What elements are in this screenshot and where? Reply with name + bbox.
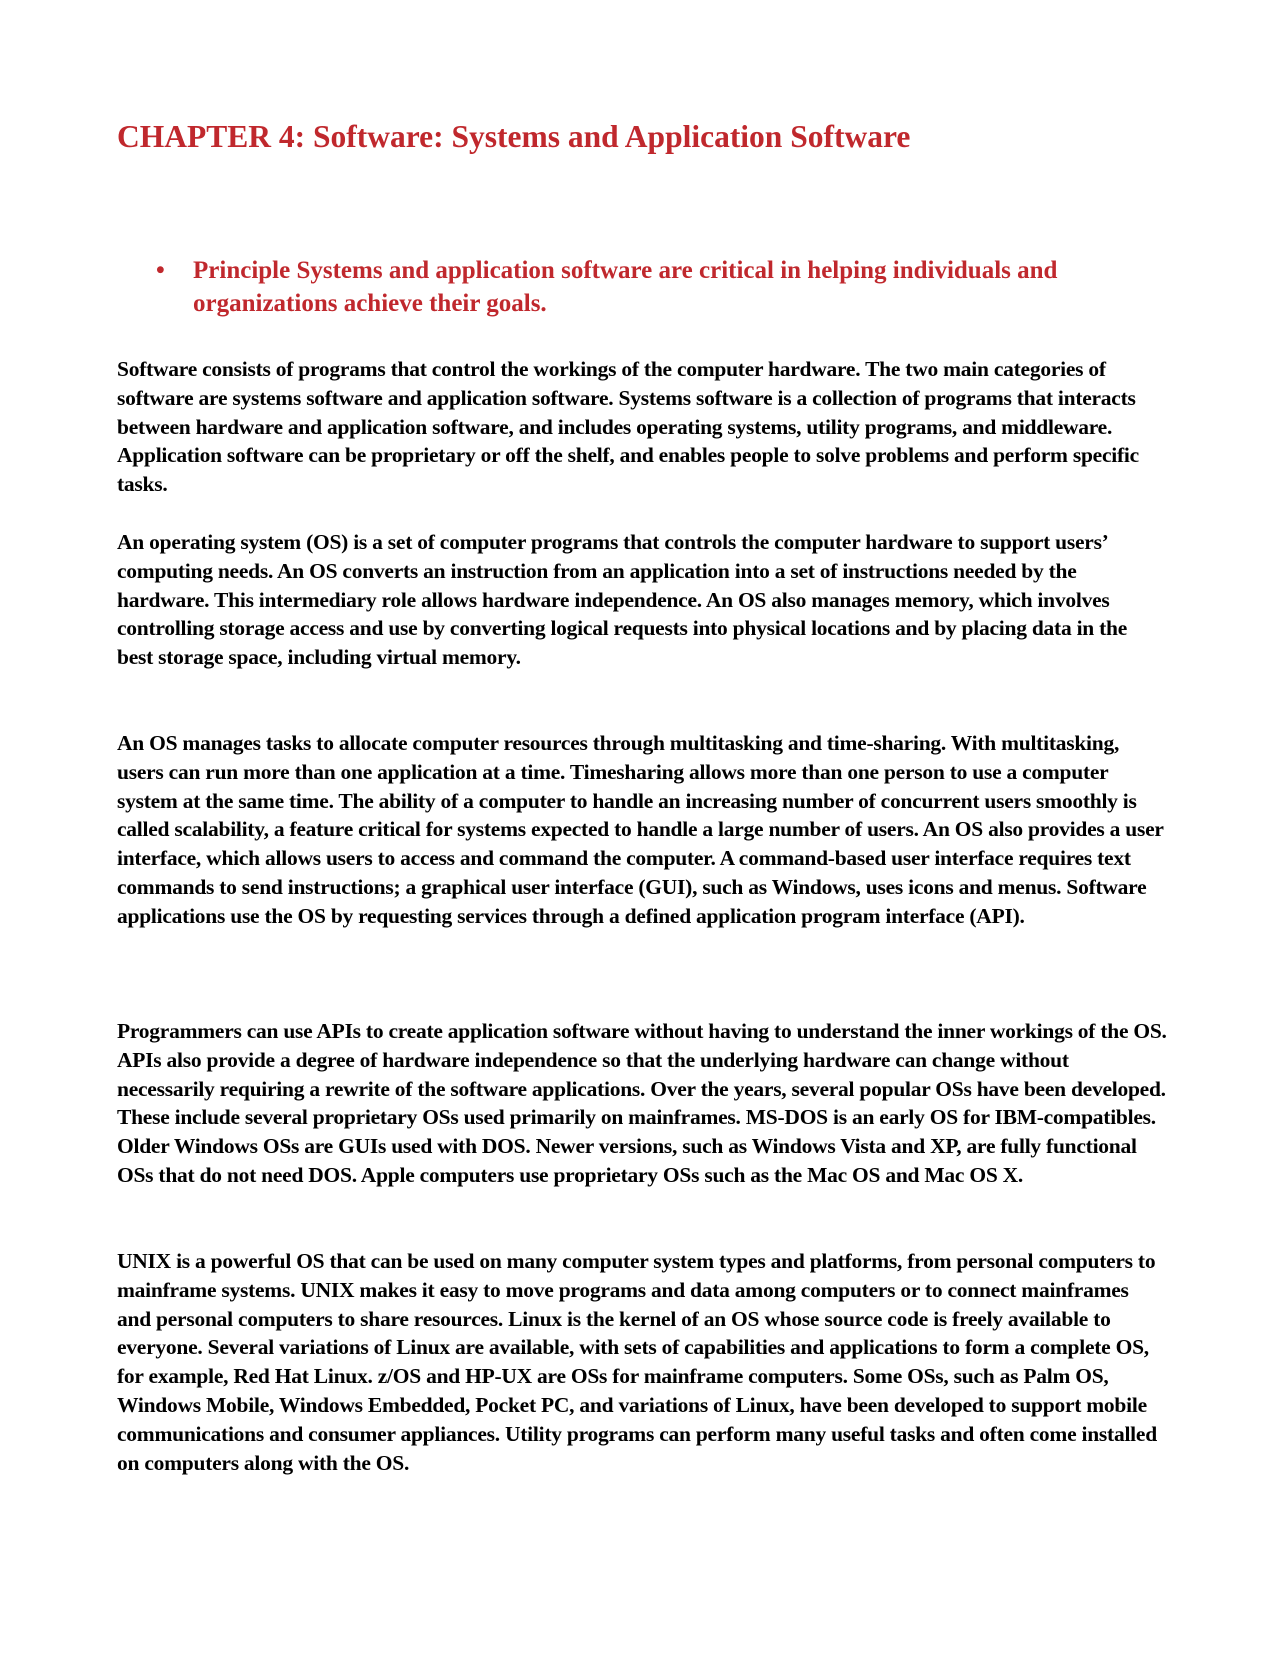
paragraph-software-overview: Software consists of programs that control the workings of the computer hardware. The two main categories of software are systems software and application software. Systems software is a collection of programs that interacts between hardware and application software, and includes operating systems, utility programs, and middleware. Application software can be proprietary or off the shelf, and enables people to solve problems and perform specific tasks.	[117, 357, 1139, 497]
principle-text: Principle Systems and application software are critical in helping individuals and organizations achieve their goals.	[193, 257, 1058, 317]
principle-list	[156, 254, 1166, 320]
paragraph-operating-system: An operating system (OS) is a set of computer programs that controls the computer hardware to support users’ computing needs. An OS converts an instruction from an application into a set of instructions needed by the hardware. This intermediary role allows hardware independence. An OS also manages memory, which involves controlling storage access and use by converting logical requests into physical locations and by placing data in the best storage space, including virtual memory.	[117, 530, 1128, 670]
bullet-icon: •	[156, 257, 165, 284]
principle-item	[156, 254, 1166, 320]
paragraph-os-tasks: An OS manages tasks to allocate computer resources through multitasking and time-sharing. With multitasking, users can run more than one application at a time. Timesharing allows more than one person to use a computer system at the same time. The ability of a computer to handle an increasing number of concurrent users smoothly is called scalability, a feature critical for systems expected to handle a large number of users. An OS also provides a user interface, which allows users to access and command the computer. A command-based user interface requires text commands to send instructions; a graphical user interface (GUI), such as Windows, uses icons and menus. Software applications use the OS by requesting services through a defined application program interface (API).	[117, 731, 1164, 928]
chapter-title: CHAPTER 4: Software: Systems and Application Software	[117, 119, 911, 154]
paragraph-apis: Programmers can use APIs to create application software without having to understand the inner workings of the OS. APIs also provide a degree of hardware independence so that the underlying hardware can change without necessarily requiring a rewrite of the software applications. Over the years, several popular OSs have been developed. These include several proprietary OSs used primarily on mainframes. MS-DOS is an early OS for IBM-compatibles. Older Windows OSs are GUIs used with DOS. Newer versions, such as Windows Vista and XP, are fully functional OSs that do not need DOS. Apple computers use proprietary OSs such as the Mac OS and Mac OS X.	[117, 1019, 1167, 1187]
paragraph-unix-linux: UNIX is a powerful OS that can be used on many computer system types and platforms, from personal computers to mainframe systems. UNIX makes it easy to move programs and data among computers or to connect mainframes and personal computers to share resources. Linux is the kernel of an OS whose source code is freely available to everyone. Several variations of Linux are available, with sets of capabilities and applications to form a complete OS, for example, Red Hat Linux. z/OS and HP-UX are OSs for mainframe computers. Some OSs, such as Palm OS, Windows Mobile, Windows Embedded, Pocket PC, and variations of Linux, have been developed to support mobile communications and consumer appliances. Utility programs can perform many useful tasks and often come installed on computers along with the OS.	[117, 1249, 1157, 1475]
